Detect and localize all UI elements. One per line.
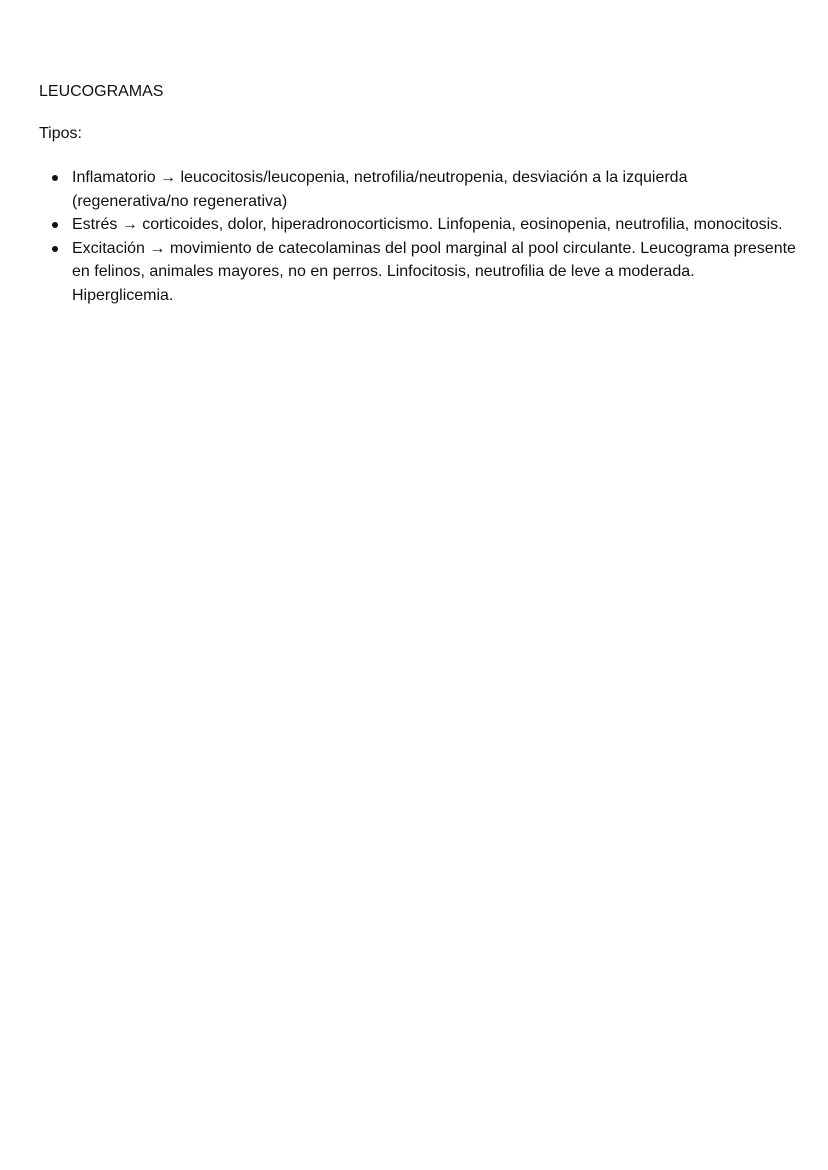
list-item-text: Inflamatorio → leucocitosis/leucopenia, netrofilia/neutropenia, desviación a la izquierda (regenerativa/no regenerativa) <box>72 169 688 210</box>
list-item <box>39 166 799 213</box>
bullet-icon <box>52 222 58 228</box>
list-item-text: Excitación → movimiento de catecolaminas del pool marginal al pool circulante. Leucograma presente en felinos, animales mayores, no en perros. Linfocitosis, neutrofilia de leve a moderada. Hiperglicemia. <box>72 239 796 304</box>
page-title: LEUCOGRAMAS <box>39 83 164 100</box>
list-item <box>39 213 799 237</box>
list-item-text: Estrés → corticoides, dolor, hiperadronocorticismo. Linfopenia, eosinopenia, neutrofilia, monocitosis. <box>72 216 783 233</box>
bullet-icon <box>52 246 58 252</box>
bullet-list <box>39 166 799 307</box>
list-item <box>39 237 799 308</box>
bullet-icon <box>52 175 58 181</box>
section-subtitle: Tipos: <box>39 125 82 142</box>
